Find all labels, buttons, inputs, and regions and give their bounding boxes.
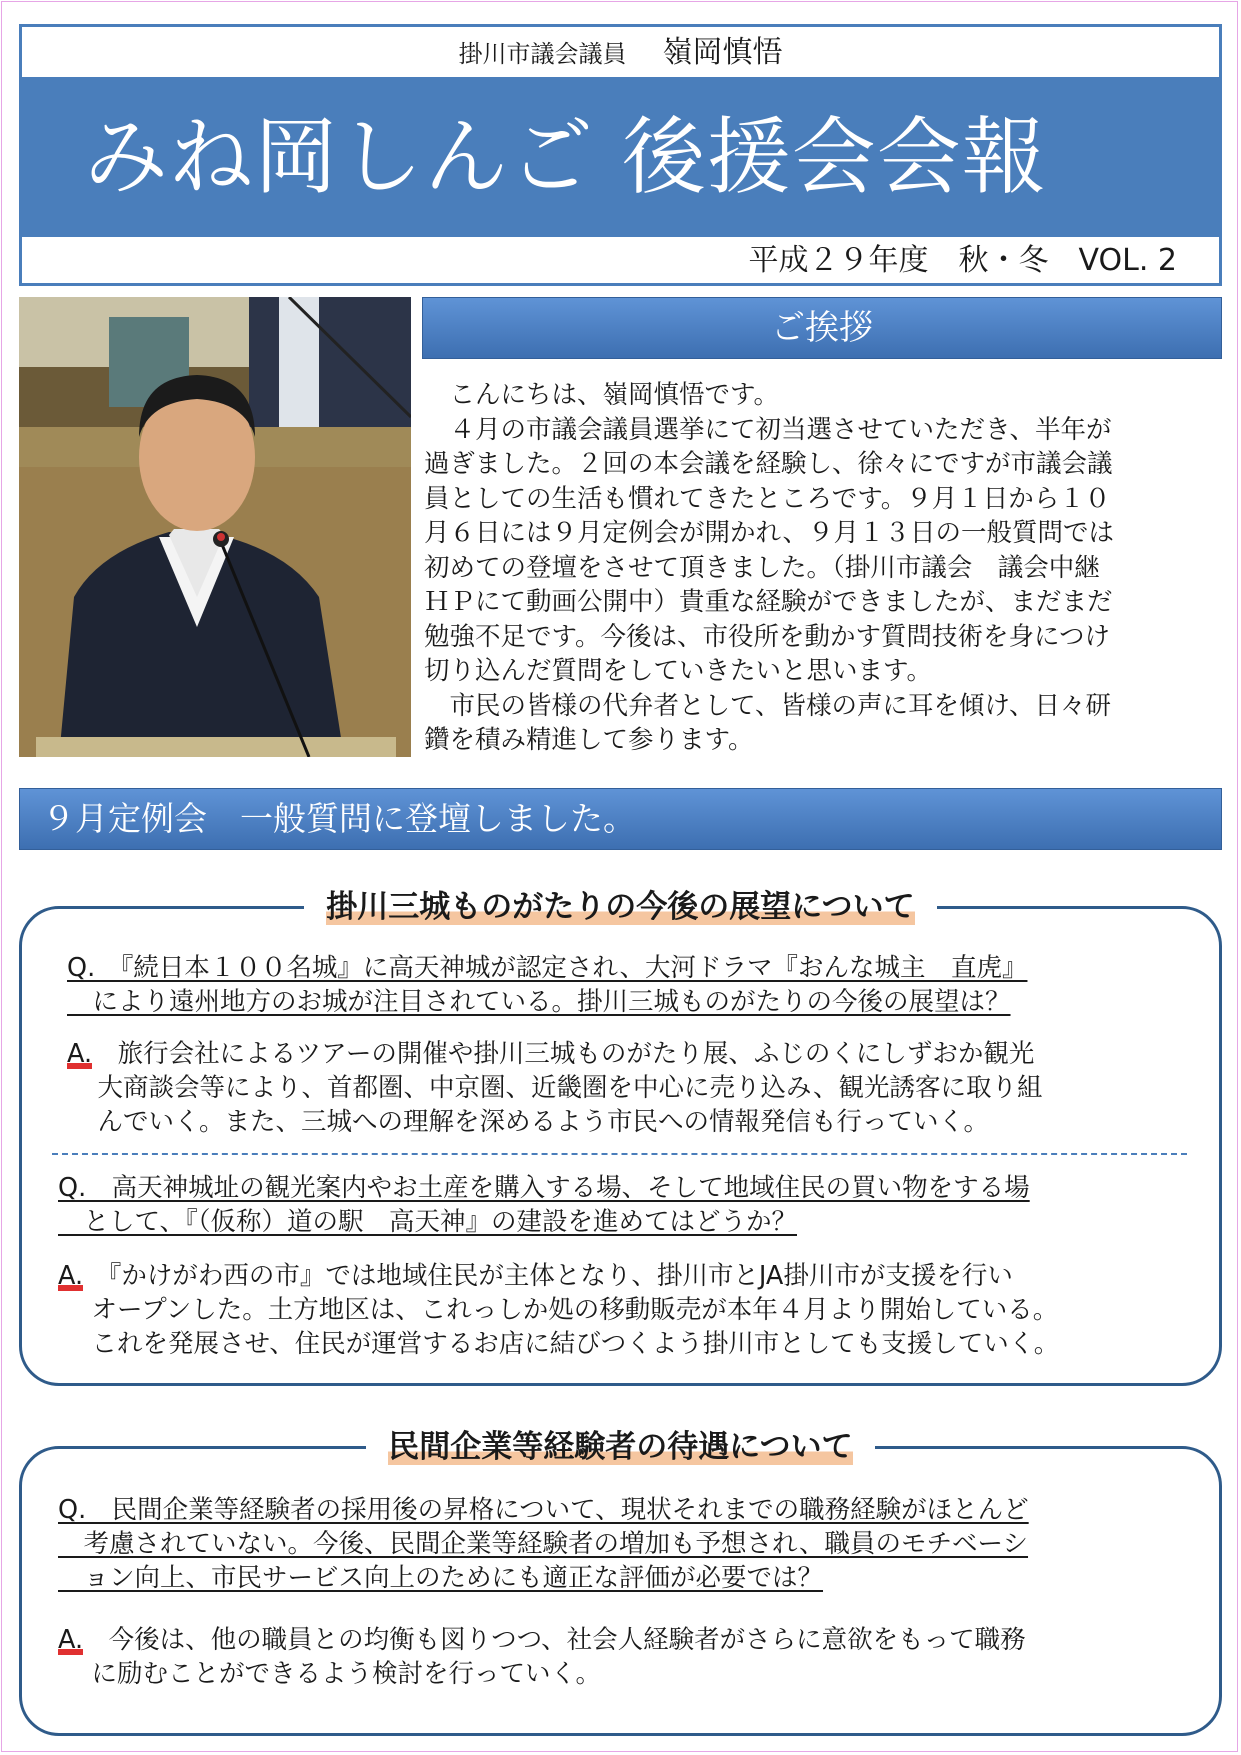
answer-line: に励むことができるよう検討を行っていく。 xyxy=(66,1659,601,1689)
greeting-line: 初めての登壇をさせて頂きました。（掛川市議会 議会中継 xyxy=(424,552,1100,583)
answer-line xyxy=(58,1623,1026,1657)
greeting-body xyxy=(424,378,1224,758)
qa-title xyxy=(22,1423,1219,1471)
greeting-line: 市民の皆様の代弁者として、皆様の声に耳を傾け、日々研 xyxy=(424,690,1111,721)
answer-line xyxy=(67,1037,1034,1071)
qa-title-text: 民間企業等経験者の待遇について xyxy=(388,1429,853,1465)
answer-line: 大商談会等により、首都圏、中京圏、近畿圏を中心に売り込み、観光誘客に取り組 xyxy=(72,1073,1043,1103)
answer-mark: A. xyxy=(67,1039,93,1069)
answer-mark: A. xyxy=(58,1625,84,1655)
answer-text: 今後は、他の職員との均衡も図りつつ、社会人経験者がさらに意欲をもって職務 xyxy=(83,1625,1026,1655)
qa-box-hiring xyxy=(19,1429,1222,1736)
greeting-line: 切り込んだ質問をしていきたいと思います。 xyxy=(424,656,932,686)
member-role: 掛川市議会議員 xyxy=(458,40,627,68)
greeting-line: 鑽を積み精進して参ります。 xyxy=(424,725,754,755)
newsletter-header xyxy=(19,24,1222,286)
answer-line: オープンした。土方地区は、これっしか処の移動販売が本年４月より開始している。 xyxy=(66,1295,1059,1325)
greeting-line: こんにちは、嶺岡慎悟です。 xyxy=(424,380,779,410)
question-line: Q. 『続日本１００名城』に高天神城が認定され、大河ドラマ『おんな城主 直虎』 xyxy=(67,953,1028,983)
answer-mark: A. xyxy=(58,1261,84,1291)
qa-title-text: 掛川三城ものがたりの今後の展望について xyxy=(326,889,915,925)
greeting-line: 過ぎました。２回の本会議を経験し、徐々にですが市議会議 xyxy=(424,449,1113,479)
question-line: Q. 民間企業等経験者の採用後の昇格について、現状それまでの職務経験がほとんど xyxy=(58,1495,1029,1525)
member-name: 嶺岡慎悟 xyxy=(662,35,783,70)
newsletter-title: みね岡しんご 後援会会報 xyxy=(84,108,1047,206)
question-line: Q. 高天神城址の観光案内やお土産を購入する場、そして地域住民の買い物をする場 xyxy=(58,1173,1030,1203)
greeting-line: 勉強不足です。今後は、市役所を動かす質問技術を身につけ xyxy=(424,621,1110,652)
greeting-line: ＨＰにて動画公開中）貴重な経験ができましたが、まだまだ xyxy=(424,587,1113,617)
answer-line xyxy=(58,1259,1013,1293)
qa-box-castles xyxy=(19,889,1222,1386)
question-line: により遠州地方のお城が注目されている。掛川三城ものがたりの今後の展望は？ xyxy=(67,987,1011,1017)
greeting-line: 月６日には９月定例会が開かれ、９月１３日の一般質問では xyxy=(424,518,1115,548)
councilor-photo xyxy=(19,297,411,757)
greeting-line: ４月の市議会議員選挙にて初当選させていただき、半年が xyxy=(424,414,1112,445)
answer-line: これを発展させ、住民が運営するお店に結びつくよう掛川市としても支援していく。 xyxy=(66,1329,1060,1359)
answer-text: 『かけがわ西の市』では地域住民が主体となり、掛川市とJA掛川市が支援を行い xyxy=(83,1261,1013,1291)
section-banner: ９月定例会 一般質問に登壇しました。 xyxy=(19,788,1222,850)
answer-text: 旅行会社によるツアーの開催や掛川三城ものがたり展、ふじのくにしずおか観光 xyxy=(92,1039,1035,1069)
answer-line: んでいく。また、三城への理解を深めるよう市民への情報発信も行っていく。 xyxy=(72,1107,989,1137)
header-byline xyxy=(22,27,1219,77)
qa-title xyxy=(22,883,1219,931)
divider xyxy=(52,1153,1187,1155)
greeting-heading: ご挨拶 xyxy=(422,297,1222,359)
greeting-line: 員としての生活も慣れてきたところです。９月１日から１０ xyxy=(424,483,1111,514)
issue-info: 平成２９年度 秋・冬 VOL. 2 xyxy=(748,243,1177,278)
question-line: 考慮されていない。今後、民間企業等経験者の増加も予想され、職員のモチベーシ xyxy=(58,1529,1029,1559)
question-line: として、『（仮称）道の駅 高天神』の建設を進めてはどうか？ xyxy=(58,1207,797,1237)
question-line: ョン向上、市民サービス向上のためにも適正な評価が必要では？ xyxy=(58,1563,824,1593)
